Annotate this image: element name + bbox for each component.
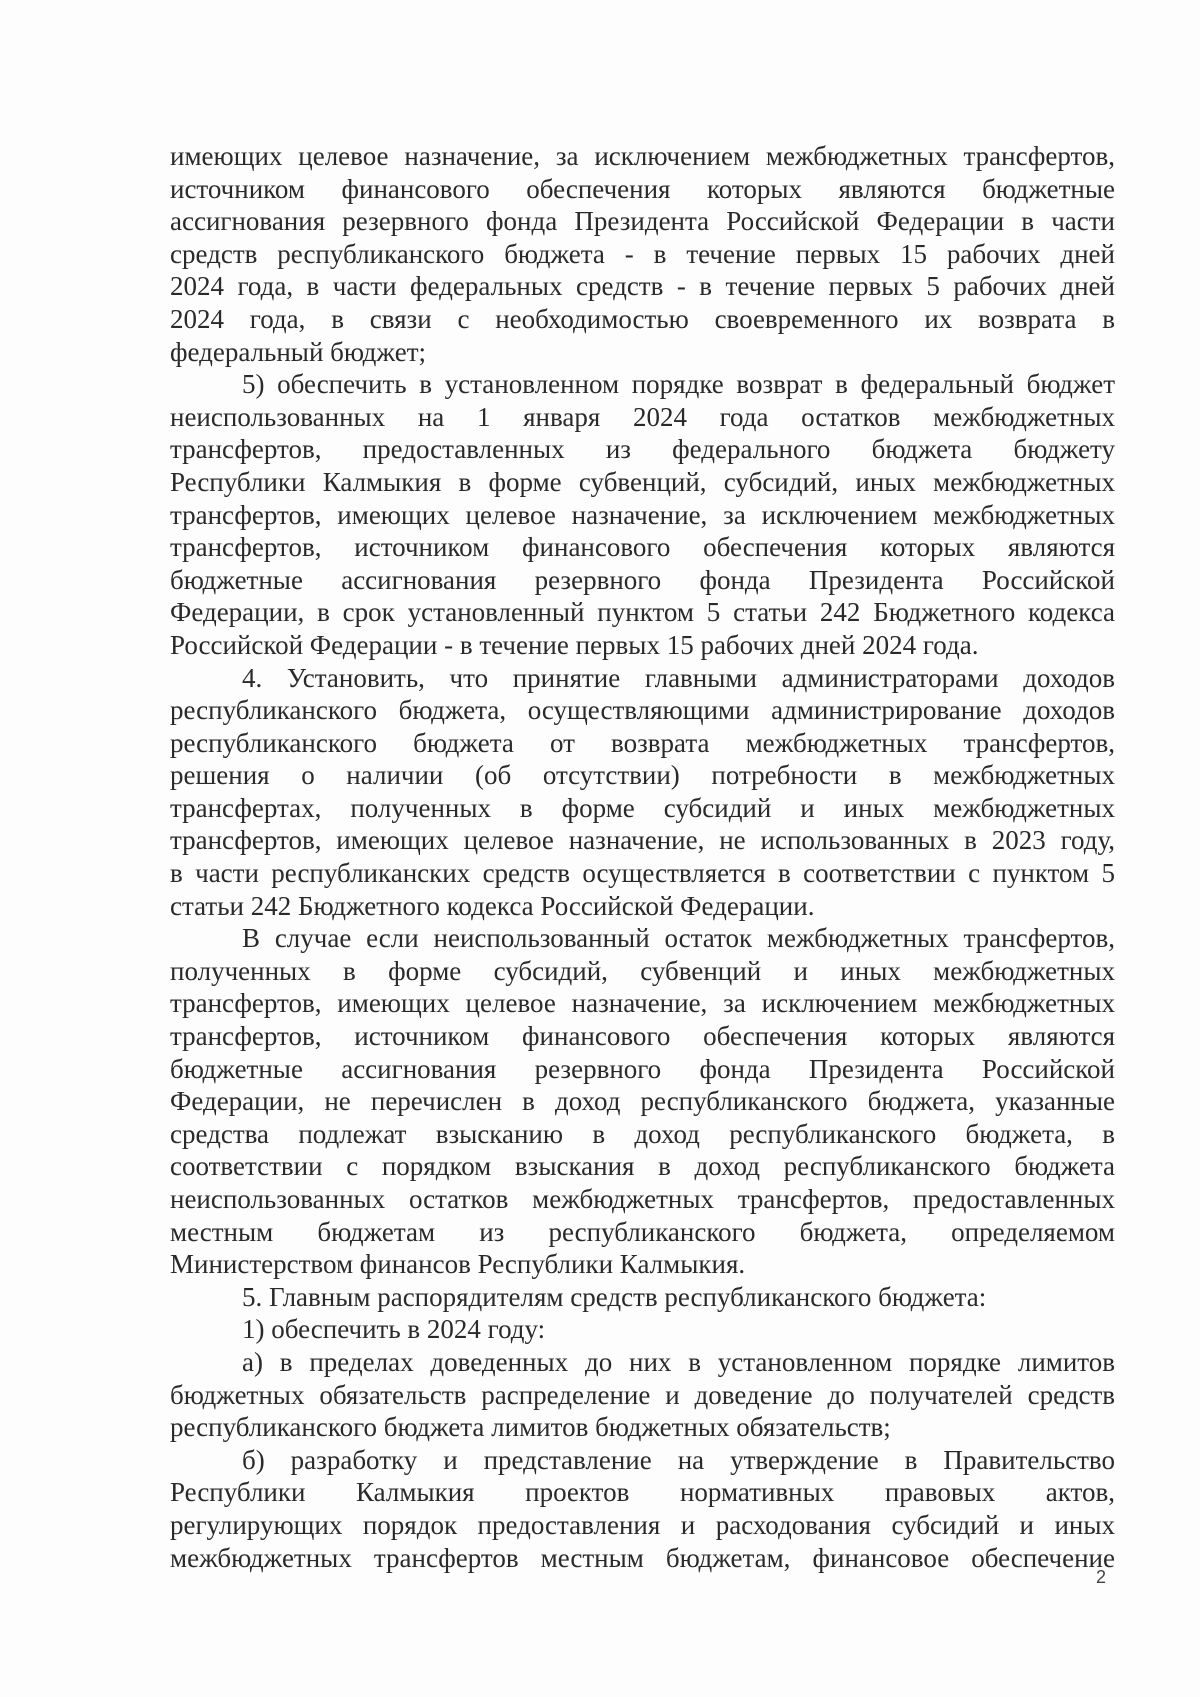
text-line-content: 2024 года, в связи с необходимостью своевременного их возврата в: [170, 303, 1115, 334]
text-line-content: источником финансового обеспечения которых являются бюджетные: [170, 173, 1115, 204]
text-line: [170, 955, 1115, 988]
text-line: [170, 466, 1115, 499]
text-line: [170, 1509, 1115, 1542]
text-line: [170, 1085, 1115, 1118]
text-line: [170, 1248, 1115, 1281]
text-line: [170, 694, 1115, 727]
text-line-content: 1) обеспечить в 2024 году:: [242, 1314, 546, 1345]
text-line: [170, 1476, 1115, 1509]
text-line: [170, 1183, 1115, 1216]
text-line-content: а) в пределах доведенных до них в установленном порядке лимитов: [242, 1346, 1115, 1377]
text-line: [170, 1542, 1115, 1575]
text-line: [170, 205, 1115, 238]
text-line: [170, 1346, 1115, 1379]
text-line-content: бюджетных обязательств распределение и доведение до получателей средств: [170, 1379, 1115, 1410]
text-line-content: Министерством финансов Республики Калмыкия.: [170, 1249, 746, 1280]
text-line-content: регулирующих порядок предоставления и расходования субсидий и иных: [170, 1509, 1115, 1540]
text-line: [170, 499, 1115, 532]
text-line: [170, 629, 1115, 662]
text-line: [170, 140, 1115, 173]
text-line-content: Федерации, в срок установленный пунктом 5 статьи 242 Бюджетного кодекса: [170, 597, 1115, 628]
text-line-content: Российской Федерации - в течение первых 15 рабочих дней 2024 года.: [170, 629, 979, 660]
text-line-content: 2024 года, в части федеральных средств - в течение первых 5 рабочих дней: [170, 271, 1115, 302]
text-line-content: 5. Главным распорядителям средств республиканского бюджета:: [242, 1281, 987, 1312]
text-line: [170, 368, 1115, 401]
text-line: [170, 1118, 1115, 1151]
text-line: [170, 1216, 1115, 1249]
text-line-content: соответствии с порядком взыскания в доход республиканского бюджета: [170, 1151, 1115, 1182]
text-line-content: В случае если неиспользованный остаток межбюджетных трансфертов,: [242, 923, 1115, 954]
text-line-content: решения о наличии (об отсутствии) потребности в межбюджетных: [170, 760, 1115, 791]
text-line-content: межбюджетных трансфертов местным бюджетам, финансовое обеспечение: [170, 1542, 1115, 1573]
text-line-content: трансфертов, имеющих целевое назначение, за исключением межбюджетных: [170, 499, 1115, 530]
text-line-content: 4. Установить, что принятие главными администраторами доходов: [242, 662, 1115, 693]
text-line: [170, 890, 1115, 923]
text-line: [170, 433, 1115, 466]
text-line: [170, 1313, 1115, 1346]
page-number: 2: [1096, 1567, 1107, 1587]
text-line-content: Республики Калмыкия проектов нормативных правовых актов,: [170, 1477, 1115, 1508]
text-line-content: республиканского бюджета лимитов бюджетных обязательств;: [170, 1412, 891, 1443]
text-line-content: республиканского бюджета, осуществляющими администрирование доходов: [170, 695, 1115, 726]
text-line: [170, 727, 1115, 760]
text-line-content: Республики Калмыкия в форме субвенций, субсидий, иных межбюджетных: [170, 466, 1115, 497]
text-line: [170, 1411, 1115, 1444]
text-line-content: трансфертов, имеющих целевое назначение, за исключением межбюджетных: [170, 988, 1115, 1019]
text-line-content: федеральный бюджет;: [170, 336, 426, 367]
text-line-content: ассигнования резервного фонда Президента Российской Федерации в части: [170, 206, 1115, 237]
text-line-content: трансфертах, полученных в форме субсидий и иных межбюджетных: [170, 792, 1115, 823]
text-line-content: трансфертов, предоставленных из федерального бюджета бюджету: [170, 434, 1115, 465]
text-line: [170, 759, 1115, 792]
text-line: [170, 987, 1115, 1020]
text-line: [170, 270, 1115, 303]
text-line: [170, 1053, 1115, 1086]
body-text: [170, 140, 1115, 1574]
text-line-content: трансфертов, имеющих целевое назначение, не использованных в 2023 году,: [170, 825, 1115, 856]
text-line: [170, 922, 1115, 955]
text-line-content: бюджетные ассигнования резервного фонда Президента Российской: [170, 564, 1115, 595]
text-line: [170, 662, 1115, 695]
text-line: [170, 824, 1115, 857]
text-line: [170, 1379, 1115, 1412]
text-line-content: трансфертов, источником финансового обеспечения которых являются: [170, 1021, 1115, 1052]
text-line-content: местным бюджетам из республиканского бюджета, определяемом: [170, 1216, 1115, 1247]
text-line: [170, 173, 1115, 206]
text-line: [170, 792, 1115, 825]
text-line: [170, 1150, 1115, 1183]
text-line-content: республиканского бюджета от возврата межбюджетных трансфертов,: [170, 727, 1115, 758]
text-line-content: Федерации, не перечислен в доход республиканского бюджета, указанные: [170, 1086, 1115, 1117]
text-line-content: в части республиканских средств осуществляется в соответствии с пунктом 5: [170, 858, 1115, 889]
text-line-content: средства подлежат взысканию в доход республиканского бюджета, в: [170, 1118, 1115, 1149]
text-line: [170, 531, 1115, 564]
text-line-content: 5) обеспечить в установленном порядке возврат в федеральный бюджет: [242, 369, 1115, 400]
text-line-content: б) разработку и представление на утверждение в Правительство: [242, 1444, 1115, 1475]
text-line: [170, 401, 1115, 434]
text-line: [170, 1444, 1115, 1477]
text-line: [170, 238, 1115, 271]
text-line-content: имеющих целевое назначение, за исключением межбюджетных трансфертов,: [170, 141, 1115, 171]
text-line: [170, 336, 1115, 369]
text-line-content: средств республиканского бюджета - в течение первых 15 рабочих дней: [170, 238, 1115, 269]
text-line-content: статьи 242 Бюджетного кодекса Российской Федерации.: [170, 890, 815, 921]
text-line: [170, 564, 1115, 597]
text-line-content: бюджетные ассигнования резервного фонда Президента Российской: [170, 1053, 1115, 1084]
text-line: [170, 596, 1115, 629]
text-line: [170, 303, 1115, 336]
text-line: [170, 857, 1115, 890]
text-line-content: неиспользованных остатков межбюджетных трансфертов, предоставленных: [170, 1184, 1115, 1214]
text-line-content: полученных в форме субсидий, субвенций и иных межбюджетных: [170, 955, 1115, 986]
text-line-content: неиспользованных на 1 января 2024 года остатков межбюджетных: [170, 401, 1115, 432]
text-line: [170, 1281, 1115, 1314]
text-line: [170, 1020, 1115, 1053]
text-line-content: трансфертов, источником финансового обеспечения которых являются: [170, 532, 1115, 563]
